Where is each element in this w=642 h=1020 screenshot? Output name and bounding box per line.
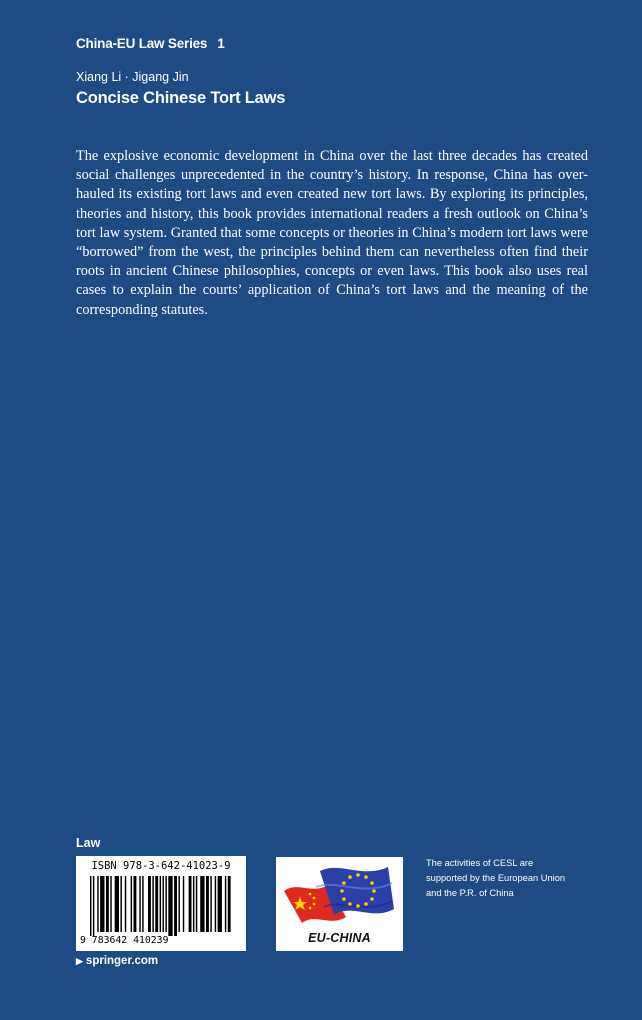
barcode-bar <box>134 876 137 932</box>
logo-text: EU-CHINA <box>308 931 371 945</box>
support-statement <box>426 856 576 901</box>
book-title: Concise Chinese Tort Laws <box>76 89 286 107</box>
barcode-bar <box>148 876 151 932</box>
support-line: and the P.R. of China <box>426 888 514 898</box>
barcode-bar <box>210 876 211 932</box>
barcode-bar <box>200 876 204 932</box>
barcode-bar <box>165 876 166 932</box>
barcode-bar <box>174 876 177 936</box>
barcode-bar <box>225 876 226 932</box>
barcode-bar <box>218 876 222 932</box>
barcode-bar <box>142 876 143 932</box>
barcode-bar <box>206 876 209 932</box>
support-line: The activities of CESL are <box>426 858 534 868</box>
barcode-bar <box>228 876 231 932</box>
barcode-bars <box>90 876 232 936</box>
barcode-bar <box>178 876 179 932</box>
barcode-bar <box>131 876 132 932</box>
blurb-text: The explosive economic development in China over the last three decades has created social challenges unprecedented in the country’s history. In response, China has over-hauled its existing tort laws and even created new tort laws. By exploring its principles, theories and history, this book provides international readers a fresh outlook on China’s tort law system. Granted that some concepts or theories in China’s modern tort laws were “borrowed” from the west, the principles behind them can nevertheless often find their roots in ancient Chinese philosophies, concepts or even laws. This book also uses real cases to explain the courts’ application of China’s tort laws and the meaning of the corresponding statutes. <box>76 148 588 318</box>
barcode-bar <box>168 876 172 936</box>
category-label: Law <box>76 836 101 850</box>
barcode-bar <box>193 876 194 932</box>
ean-digits: 9 783642 410239 <box>80 935 169 946</box>
barcode-bar <box>183 876 184 932</box>
series-name: China-EU Law Series <box>76 36 208 51</box>
barcode-bar <box>115 876 119 932</box>
barcode-bar <box>152 876 153 932</box>
barcode-bar <box>163 876 164 932</box>
series-line <box>76 36 225 51</box>
support-line: supported by the European Union <box>426 873 566 883</box>
authors: Xiang Li · Jigang Jin <box>76 70 189 84</box>
isbn-label: ISBN 978-3-642-41023-9 <box>91 860 231 872</box>
barcode-bar <box>215 876 216 932</box>
series-number: 1 <box>217 36 225 51</box>
barcode-bar <box>110 876 111 932</box>
eu-china-logo <box>276 857 403 951</box>
publisher-link[interactable] <box>76 955 158 967</box>
barcode-bar <box>155 876 158 932</box>
isbn-barcode <box>76 856 246 951</box>
barcode-bar <box>100 876 104 932</box>
barcode-bar <box>106 876 109 932</box>
barcode-bar <box>189 876 192 932</box>
barcode-bar <box>160 876 161 932</box>
barcode-bar <box>90 876 91 936</box>
barcode-bar <box>97 876 98 932</box>
publisher-url: springer.com <box>85 955 159 967</box>
barcode-bar <box>93 876 94 936</box>
arrow-right-icon: ▶ <box>76 956 83 966</box>
barcode-bar <box>125 876 126 932</box>
barcode-bar <box>120 876 121 932</box>
barcode-bar <box>139 876 140 932</box>
barcode-bar <box>196 876 197 932</box>
